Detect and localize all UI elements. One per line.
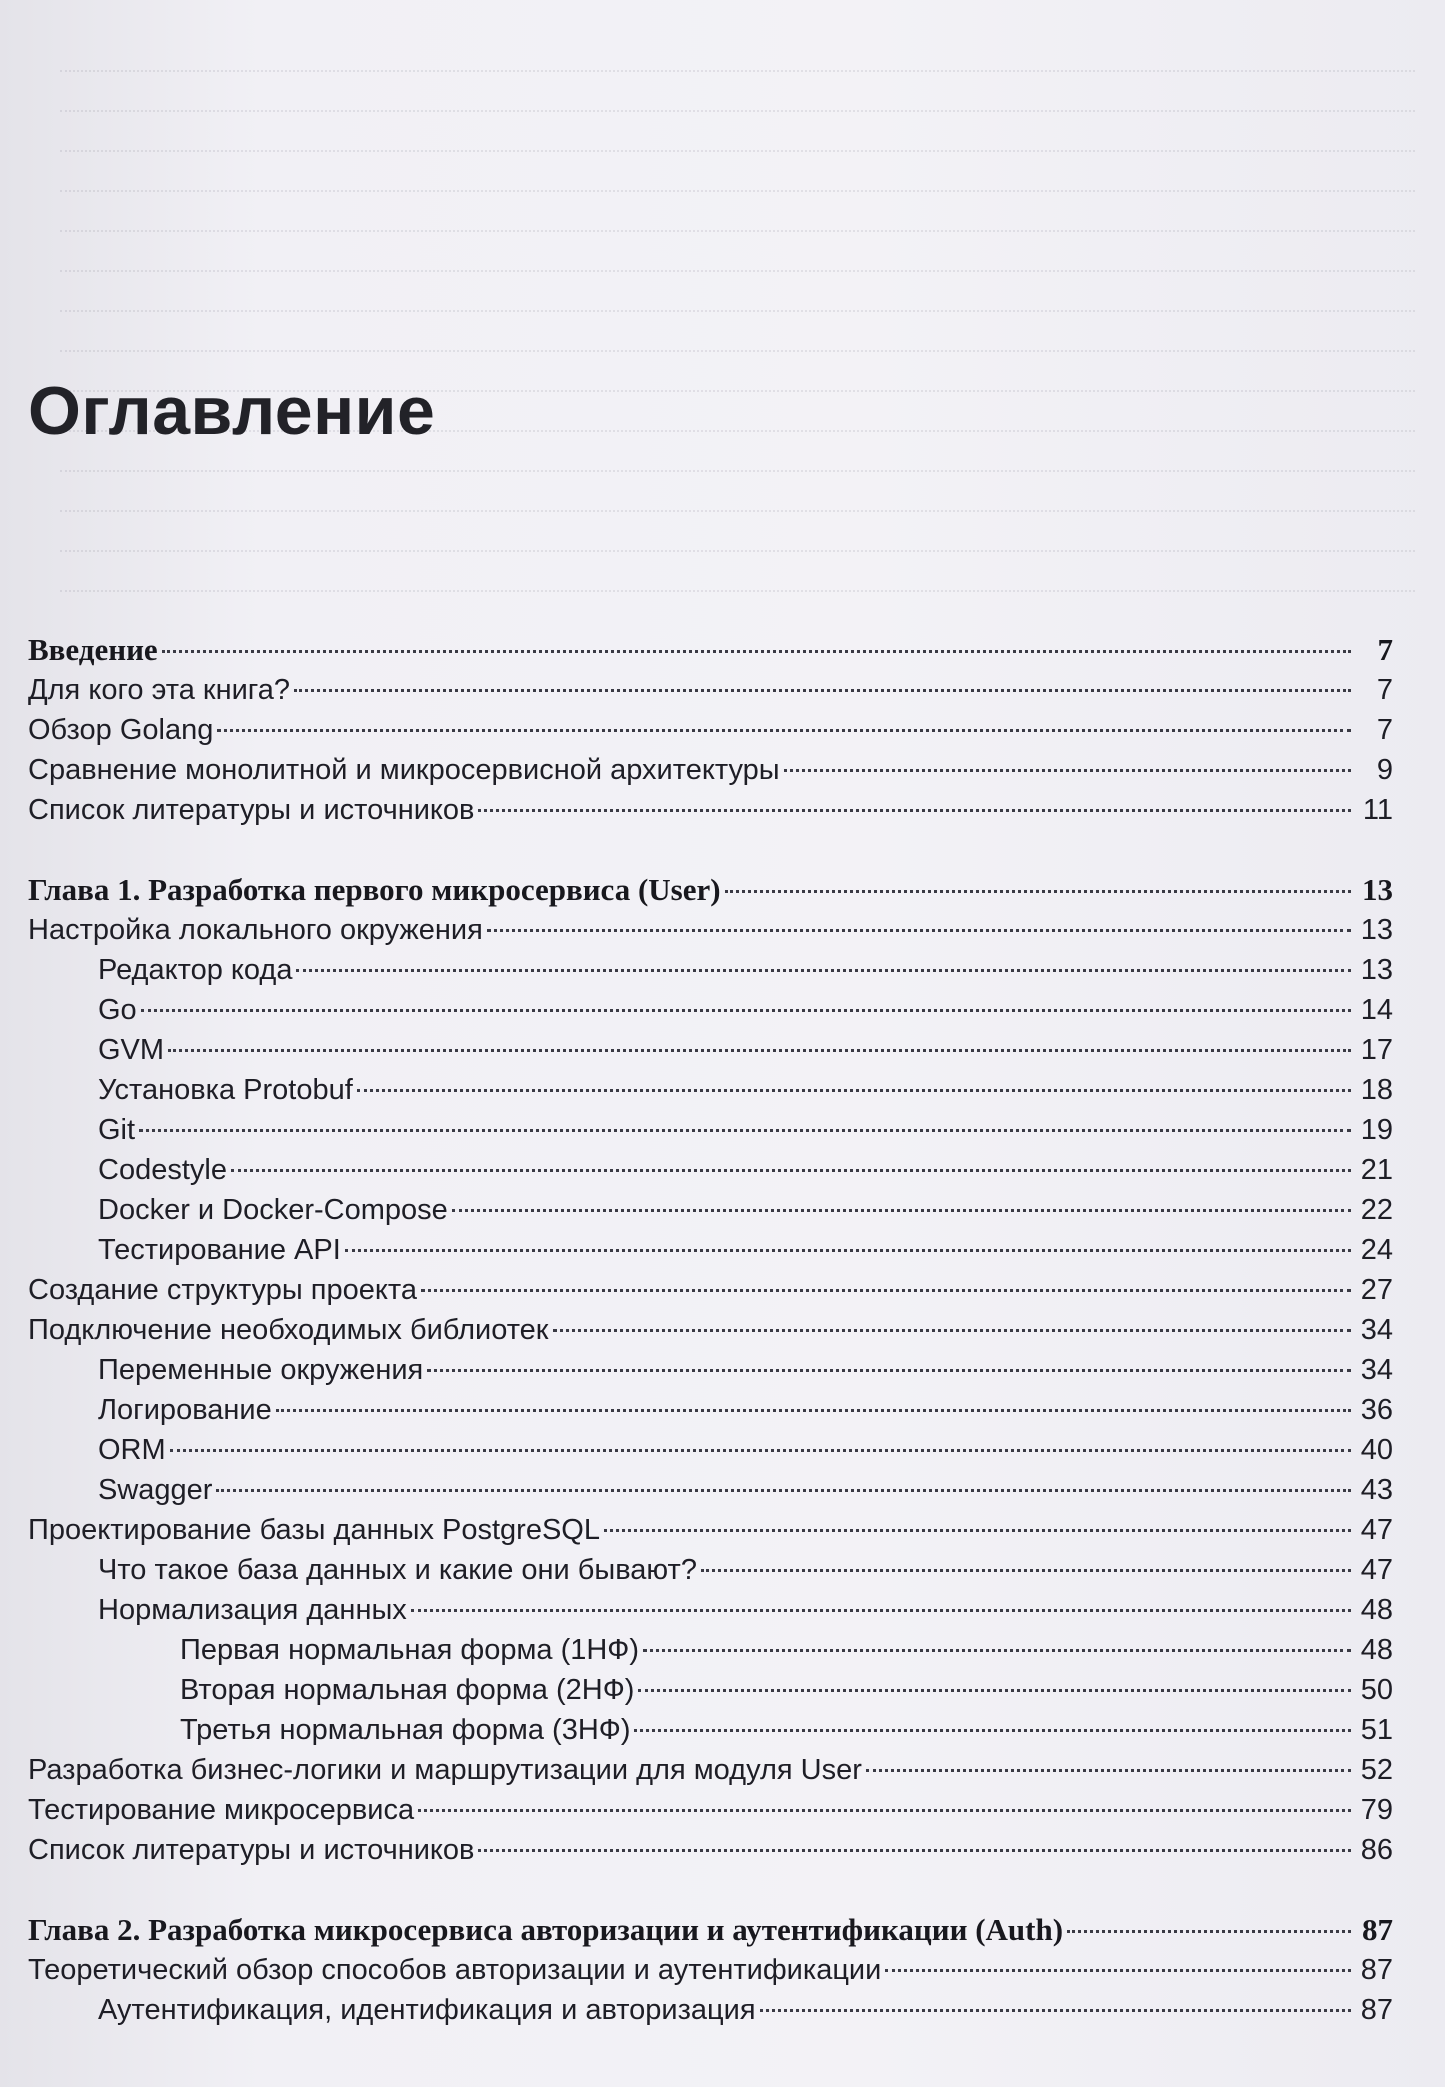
toc-entry-title: Разработка бизнес-логики и маршрутизации для модуля User (28, 1754, 862, 1786)
toc-entry-title: Go (98, 994, 137, 1026)
toc-entry-title: Аутентификация, идентификация и авторизация (98, 1994, 756, 2026)
toc-entry-page-number: 34 (1360, 1354, 1393, 1386)
dot-leader (553, 1329, 1352, 1332)
dot-leader (141, 1009, 1351, 1012)
toc-entry[interactable] (28, 1190, 1393, 1230)
toc-entry[interactable] (28, 1590, 1393, 1630)
toc-entry-title: Тестирование микросервиса (28, 1794, 415, 1826)
dot-leader (276, 1409, 1351, 1412)
toc-entry[interactable] (28, 790, 1393, 830)
toc-entry[interactable] (28, 1670, 1393, 1710)
dot-leader (643, 1649, 1351, 1652)
toc-entry-page-number: 7 (1377, 632, 1393, 667)
toc-entry-title: Что такое база данных и какие они бывают? (98, 1554, 697, 1586)
dot-leader (452, 1209, 1351, 1212)
toc-entry[interactable] (28, 1510, 1393, 1550)
toc-entry[interactable] (28, 1350, 1393, 1390)
toc-entry-page-number: 7 (1376, 714, 1393, 746)
toc-entry[interactable] (28, 1430, 1393, 1470)
dot-leader (760, 2009, 1351, 2012)
toc-entry-page-number: 13 (1360, 954, 1393, 986)
toc-entry[interactable] (28, 1390, 1393, 1430)
dot-leader (216, 1489, 1351, 1492)
dot-leader (634, 1729, 1351, 1732)
toc-entry-page-number: 50 (1360, 1674, 1393, 1706)
dot-leader (162, 650, 1351, 653)
dot-leader (478, 809, 1351, 812)
toc-entry-page-number: 43 (1360, 1474, 1393, 1506)
toc-entry-page-number: 19 (1360, 1114, 1393, 1146)
dot-leader (231, 1169, 1351, 1172)
dot-leader (170, 1449, 1351, 1452)
toc-entry-title: Обзор Golang (28, 714, 214, 746)
toc-entry-page-number: 79 (1360, 1794, 1393, 1826)
dot-leader (638, 1689, 1351, 1692)
toc-entry-page-number: 22 (1360, 1194, 1393, 1226)
toc-entry-title: Создание структуры проекта (28, 1274, 417, 1306)
toc-entry-page-number: 51 (1360, 1714, 1393, 1746)
toc-entry-page-number: 87 (1360, 1954, 1393, 1986)
toc-entry-page-number: 36 (1360, 1394, 1393, 1426)
toc-entry[interactable] (28, 1270, 1393, 1310)
section-gap (28, 1870, 1393, 1910)
toc-entry-page-number: 47 (1360, 1554, 1393, 1586)
toc-entry[interactable] (28, 1790, 1393, 1830)
dot-leader (866, 1769, 1351, 1772)
toc-entry-title: Глава 2. Разработка микросервиса авторизации и аутентификации (Auth) (28, 1912, 1064, 1947)
toc-entry-page-number: 14 (1360, 994, 1393, 1026)
toc-entry[interactable] (28, 1150, 1393, 1190)
toc-chapter-entry[interactable] (28, 870, 1393, 910)
dot-leader (139, 1129, 1351, 1132)
toc-entry-title: Глава 1. Разработка первого микросервиса (User) (28, 872, 721, 907)
toc-entry-title: Переменные окружения (98, 1354, 424, 1386)
toc-entry[interactable] (28, 1110, 1393, 1150)
toc-entry[interactable] (28, 670, 1393, 710)
toc-entry-page-number: 21 (1360, 1154, 1393, 1186)
toc-entry-title: Вторая нормальная форма (2НФ) (180, 1674, 635, 1706)
toc-chapter-entry[interactable] (28, 1910, 1393, 1950)
toc-entry[interactable] (28, 1630, 1393, 1670)
toc-entry-page-number: 24 (1360, 1234, 1393, 1266)
toc-entry-title: Подключение необходимых библиотек (28, 1314, 549, 1346)
dot-leader (421, 1289, 1351, 1292)
toc-entry-title: Введение (28, 632, 158, 667)
toc-entry-page-number: 9 (1376, 754, 1393, 786)
toc-entry-title: Редактор кода (98, 954, 293, 986)
toc-entry-page-number: 27 (1360, 1274, 1393, 1306)
toc-entry-page-number: 47 (1360, 1514, 1393, 1546)
toc-entry[interactable] (28, 1710, 1393, 1750)
toc-entry-page-number: 52 (1360, 1754, 1393, 1786)
toc-entry-title: Теоретический обзор способов авторизации и аутентификации (28, 1954, 882, 1986)
toc-entry-page-number: 13 (1360, 914, 1393, 946)
dot-leader (294, 689, 1351, 692)
toc-entry-title: GVM (98, 1034, 165, 1066)
dot-leader (478, 1849, 1351, 1852)
toc-entry-page-number: 87 (1362, 1912, 1393, 1947)
show-through-text (0, 0, 1445, 620)
toc-entry-page-number: 34 (1360, 1314, 1393, 1346)
toc-entry-title: Логирование (98, 1394, 272, 1426)
toc-entry[interactable] (28, 1830, 1393, 1870)
toc-entry-title: Codestyle (98, 1154, 227, 1186)
toc-entry[interactable] (28, 910, 1393, 950)
toc-entry[interactable] (28, 1470, 1393, 1510)
table-of-contents (28, 630, 1393, 2030)
dot-leader (411, 1609, 1351, 1612)
dot-leader (345, 1249, 1351, 1252)
toc-entry-page-number: 40 (1360, 1434, 1393, 1466)
toc-entry-title: Для кого эта книга? (28, 674, 290, 706)
toc-entry-title: Настройка локального окружения (28, 914, 483, 946)
toc-entry[interactable] (28, 1310, 1393, 1350)
toc-entry[interactable] (28, 1030, 1393, 1070)
toc-entry[interactable] (28, 1950, 1393, 1990)
toc-entry-page-number: 18 (1360, 1074, 1393, 1106)
dot-leader (604, 1529, 1351, 1532)
dot-leader (885, 1969, 1351, 1972)
page-title: Оглавление (28, 373, 436, 449)
toc-entry[interactable] (28, 990, 1393, 1030)
toc-entry-page-number: 86 (1360, 1834, 1393, 1866)
toc-entry-title: Тестирование API (98, 1234, 341, 1266)
dot-leader (427, 1369, 1351, 1372)
dot-leader (1067, 1930, 1351, 1933)
toc-entry-page-number: 7 (1376, 674, 1393, 706)
toc-entry[interactable] (28, 750, 1393, 790)
toc-entry-title: Список литературы и источников (28, 794, 475, 826)
toc-entry-page-number: 48 (1360, 1634, 1393, 1666)
toc-entry[interactable] (28, 1750, 1393, 1790)
dot-leader (725, 890, 1351, 893)
toc-entry[interactable] (28, 1070, 1393, 1110)
section-gap (28, 830, 1393, 870)
dot-leader (296, 969, 1351, 972)
toc-entry-title: Git (98, 1114, 136, 1146)
toc-entry[interactable] (28, 1230, 1393, 1270)
dot-leader (357, 1089, 1351, 1092)
toc-entry-page-number: 11 (1362, 794, 1393, 826)
toc-entry-title: Проектирование базы данных PostgreSQL (28, 1514, 600, 1546)
toc-entry-title: Первая нормальная форма (1НФ) (180, 1634, 640, 1666)
dot-leader (701, 1569, 1351, 1572)
toc-entry-title: Docker и Docker-Compose (98, 1194, 448, 1226)
toc-entry-title: ORM (98, 1434, 166, 1466)
toc-entry-page-number: 87 (1360, 1994, 1393, 2026)
toc-entry-page-number: 17 (1360, 1034, 1393, 1066)
toc-entry-title: Третья нормальная форма (3НФ) (180, 1714, 631, 1746)
dot-leader (168, 1049, 1351, 1052)
dot-leader (784, 769, 1351, 772)
toc-entry[interactable] (28, 1990, 1393, 2030)
toc-entry-title: Установка Protobuf (98, 1074, 353, 1106)
toc-entry-page-number: 13 (1362, 872, 1393, 907)
dot-leader (418, 1809, 1351, 1812)
toc-entry-page-number: 48 (1360, 1594, 1393, 1626)
toc-entry[interactable] (28, 710, 1393, 750)
toc-entry-title: Список литературы и источников (28, 1834, 475, 1866)
toc-entry[interactable] (28, 950, 1393, 990)
toc-entry[interactable] (28, 1550, 1393, 1590)
toc-entry-title: Нормализация данных (98, 1594, 407, 1626)
dot-leader (487, 929, 1351, 932)
toc-entry-title: Swagger (98, 1474, 213, 1506)
dot-leader (217, 729, 1351, 732)
toc-entry-title: Сравнение монолитной и микросервисной архитектуры (28, 754, 780, 786)
toc-chapter-entry[interactable] (28, 630, 1393, 670)
